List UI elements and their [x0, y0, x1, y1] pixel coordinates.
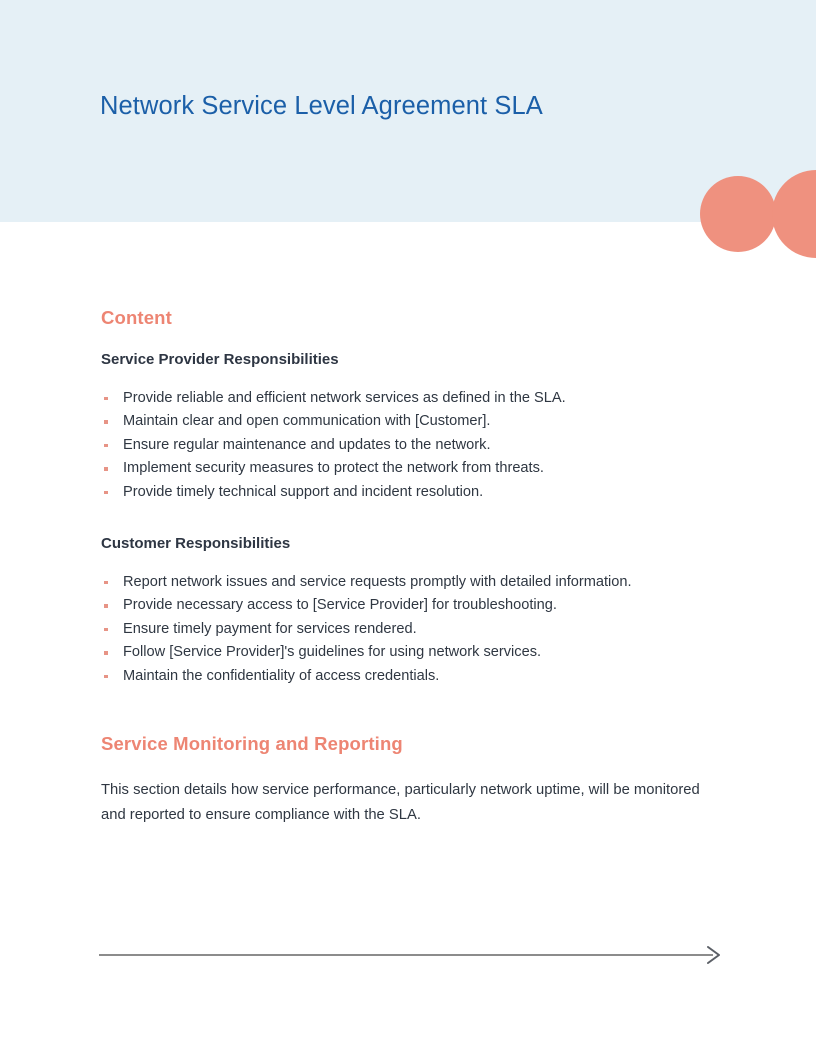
list-item: Maintain the confidentiality of access credentials.: [101, 665, 698, 688]
arrow-right-icon: [99, 944, 721, 966]
decorative-circle-left: [700, 176, 776, 252]
service-monitoring-paragraph: This section details how service performance, particularly network uptime, will be monitored and reported to ensure compliance with the SLA.: [101, 782, 700, 823]
list-item: Ensure timely payment for services rendered.: [101, 618, 698, 641]
list-item: Maintain clear and open communication with [Customer].: [101, 410, 698, 433]
list-item: Provide timely technical support and incident resolution.: [101, 481, 698, 504]
list-item: Ensure regular maintenance and updates to the network.: [101, 434, 698, 457]
subheading-service-provider-responsibilities: Service Provider Responsibilities: [101, 351, 339, 369]
spacer: [101, 554, 721, 571]
content-heading: Content: [101, 307, 172, 328]
subheading-customer-responsibilities: Customer Responsibilities: [101, 535, 291, 553]
list-item: Provide reliable and efficient network services as defined in the SLA.: [101, 387, 698, 410]
spacer: [101, 329, 721, 350]
list-item: Implement security measures to protect the network from threats.: [101, 457, 698, 480]
service-provider-responsibilities-list: [101, 387, 721, 504]
list-item: Provide necessary access to [Service Provider] for troubleshooting.: [101, 594, 698, 617]
spacer: [101, 688, 721, 732]
service-monitoring-heading: Service Monitoring and Reporting: [101, 733, 403, 755]
list-item: Follow [Service Provider]'s guidelines for using network services.: [101, 641, 698, 664]
list-item: Report network issues and service requests promptly with detailed information.: [101, 571, 698, 594]
customer-responsibilities-list: [101, 571, 721, 688]
spacer: [101, 504, 721, 534]
page-title: Network Service Level Agreement SLA: [100, 92, 543, 120]
spacer: [101, 370, 721, 387]
content-area: [101, 306, 721, 827]
spacer: [101, 755, 721, 778]
